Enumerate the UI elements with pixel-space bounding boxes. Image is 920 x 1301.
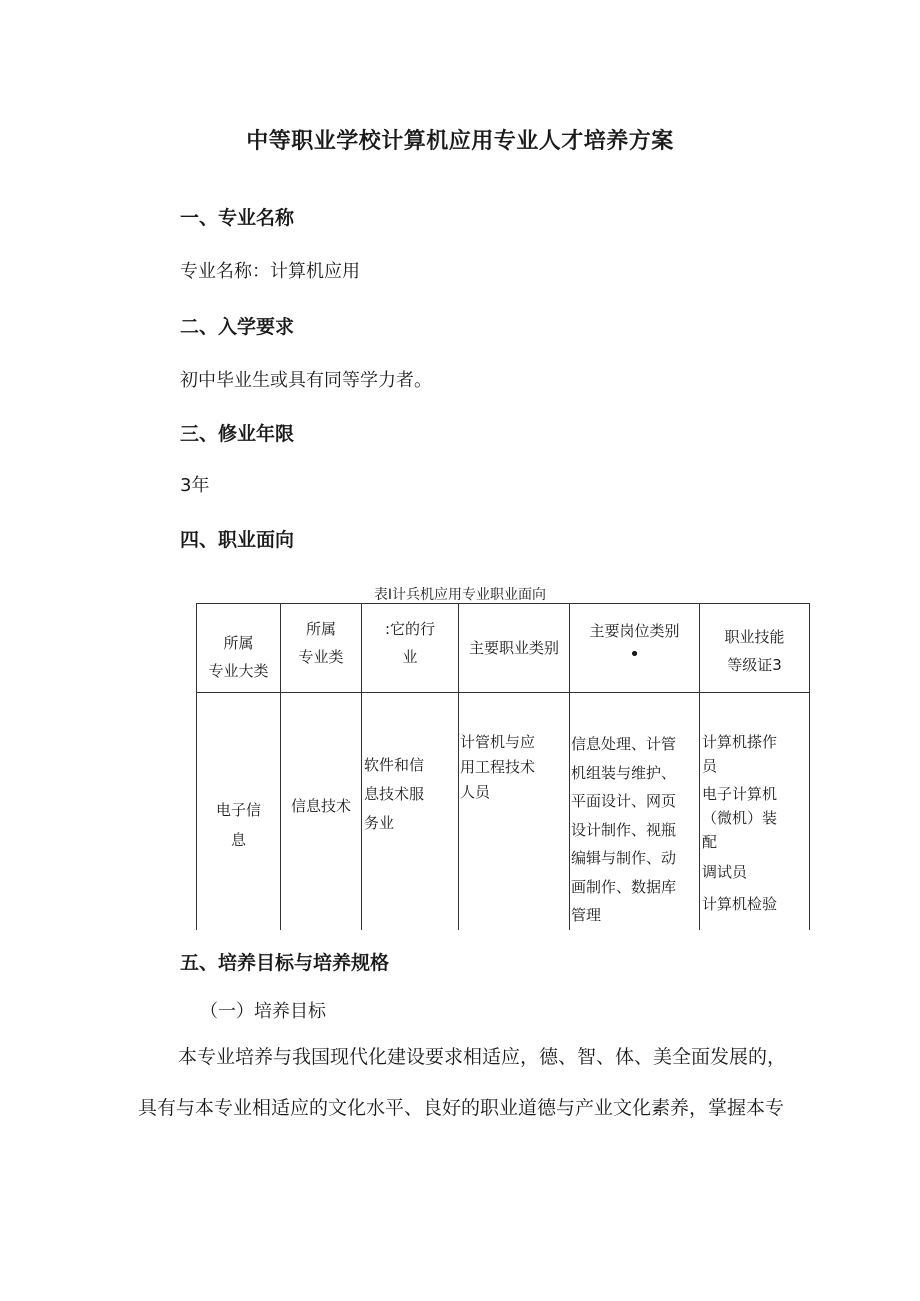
section-text-1: 专业名称：计算机应用: [180, 261, 360, 282]
header-line: 所属: [305, 620, 336, 638]
paragraph-line-2: 具有与本专业相适应的文化水平、良好的职业道德与产业文化素养，掌握本专: [138, 1097, 785, 1119]
header-line: 职业技能: [724, 628, 785, 646]
header-line: 业: [402, 648, 418, 666]
cell-line: 设计制作、视瓶: [571, 820, 677, 839]
cell-occupation-type: [459, 693, 570, 930]
section-heading-5: 五、培养目标与培养规格: [180, 952, 390, 974]
cell-line: 编辑与制作、动: [571, 849, 677, 867]
cell-line: 画制作、数据库: [571, 877, 677, 896]
header-line: 所属: [223, 634, 254, 652]
cell-line: 员: [702, 757, 718, 775]
cell-line: 计算机搽作: [702, 733, 778, 751]
section-text-3: 3年: [180, 475, 210, 496]
cell-line: 电子信: [215, 801, 261, 819]
cell-line: 调试员: [702, 863, 748, 881]
cell-line: 用工程技术: [460, 758, 536, 776]
section-heading-2: 二、入学要求: [180, 316, 295, 338]
header-industry: [362, 604, 459, 693]
cell-line: 配: [702, 833, 718, 851]
occupation-table: [196, 603, 810, 930]
cell-line: 软件和信: [364, 756, 425, 774]
cell-line: 机组装与维护、: [571, 763, 677, 782]
cell-industry: [362, 693, 459, 930]
cell-major-category: [197, 693, 281, 930]
header-line: 主要岗位类别: [589, 622, 680, 640]
header-line: 专业类: [298, 648, 344, 666]
section-heading-4: 四、职业面向: [180, 529, 295, 551]
cell-line: 管理: [571, 906, 602, 924]
cell-line: 平面设计、网页: [571, 792, 677, 810]
header-line: 主要职业类别: [468, 639, 559, 657]
header-line: :它的行: [384, 620, 436, 638]
header-post-type: [570, 604, 700, 693]
cell-line: 息技术服: [364, 785, 425, 803]
cell-line: 息: [230, 831, 246, 849]
header-line: •: [629, 644, 640, 665]
cell-line: 人员: [460, 783, 491, 801]
cell-line: 计管机与应: [460, 733, 536, 751]
section-text-2: 初中毕业生或具有同等学力者。: [180, 370, 432, 391]
document-title: 中等职业学校计算机应用专业人才培养方案: [246, 129, 674, 154]
cell-line: （微机）装: [702, 809, 778, 827]
section-heading-1: 一、专业名称: [180, 207, 295, 229]
cell-line: 信息处理、计管: [571, 735, 677, 753]
cell-line: 务业: [364, 814, 395, 832]
paragraph-line-1: 本专业培养与我国现代化建设要求相适应，德、智、体、美全面发展的，: [178, 1046, 787, 1068]
header-occupation-type: [459, 604, 570, 693]
header-line: 等级证3: [727, 656, 782, 674]
cell-skill-cert: [700, 693, 810, 930]
cell-line: 电子计算机: [702, 785, 778, 803]
cell-line: 信息技术: [290, 797, 351, 815]
section-heading-3: 三、修业年限: [180, 423, 295, 445]
table-row: [197, 693, 810, 930]
header-major-class: [281, 604, 362, 693]
cell-major-class: [281, 693, 362, 930]
cell-line: 计算机检验: [702, 895, 778, 913]
table-caption: 表I计兵机应用专业职业面向: [373, 587, 547, 603]
cell-post-type: [570, 693, 700, 930]
header-major-category: [197, 604, 281, 693]
header-skill-cert: [700, 604, 810, 693]
subsection-heading: （一）培养目标: [200, 1001, 326, 1022]
header-line: 专业大类: [208, 662, 269, 680]
table-header-row: [197, 604, 810, 693]
